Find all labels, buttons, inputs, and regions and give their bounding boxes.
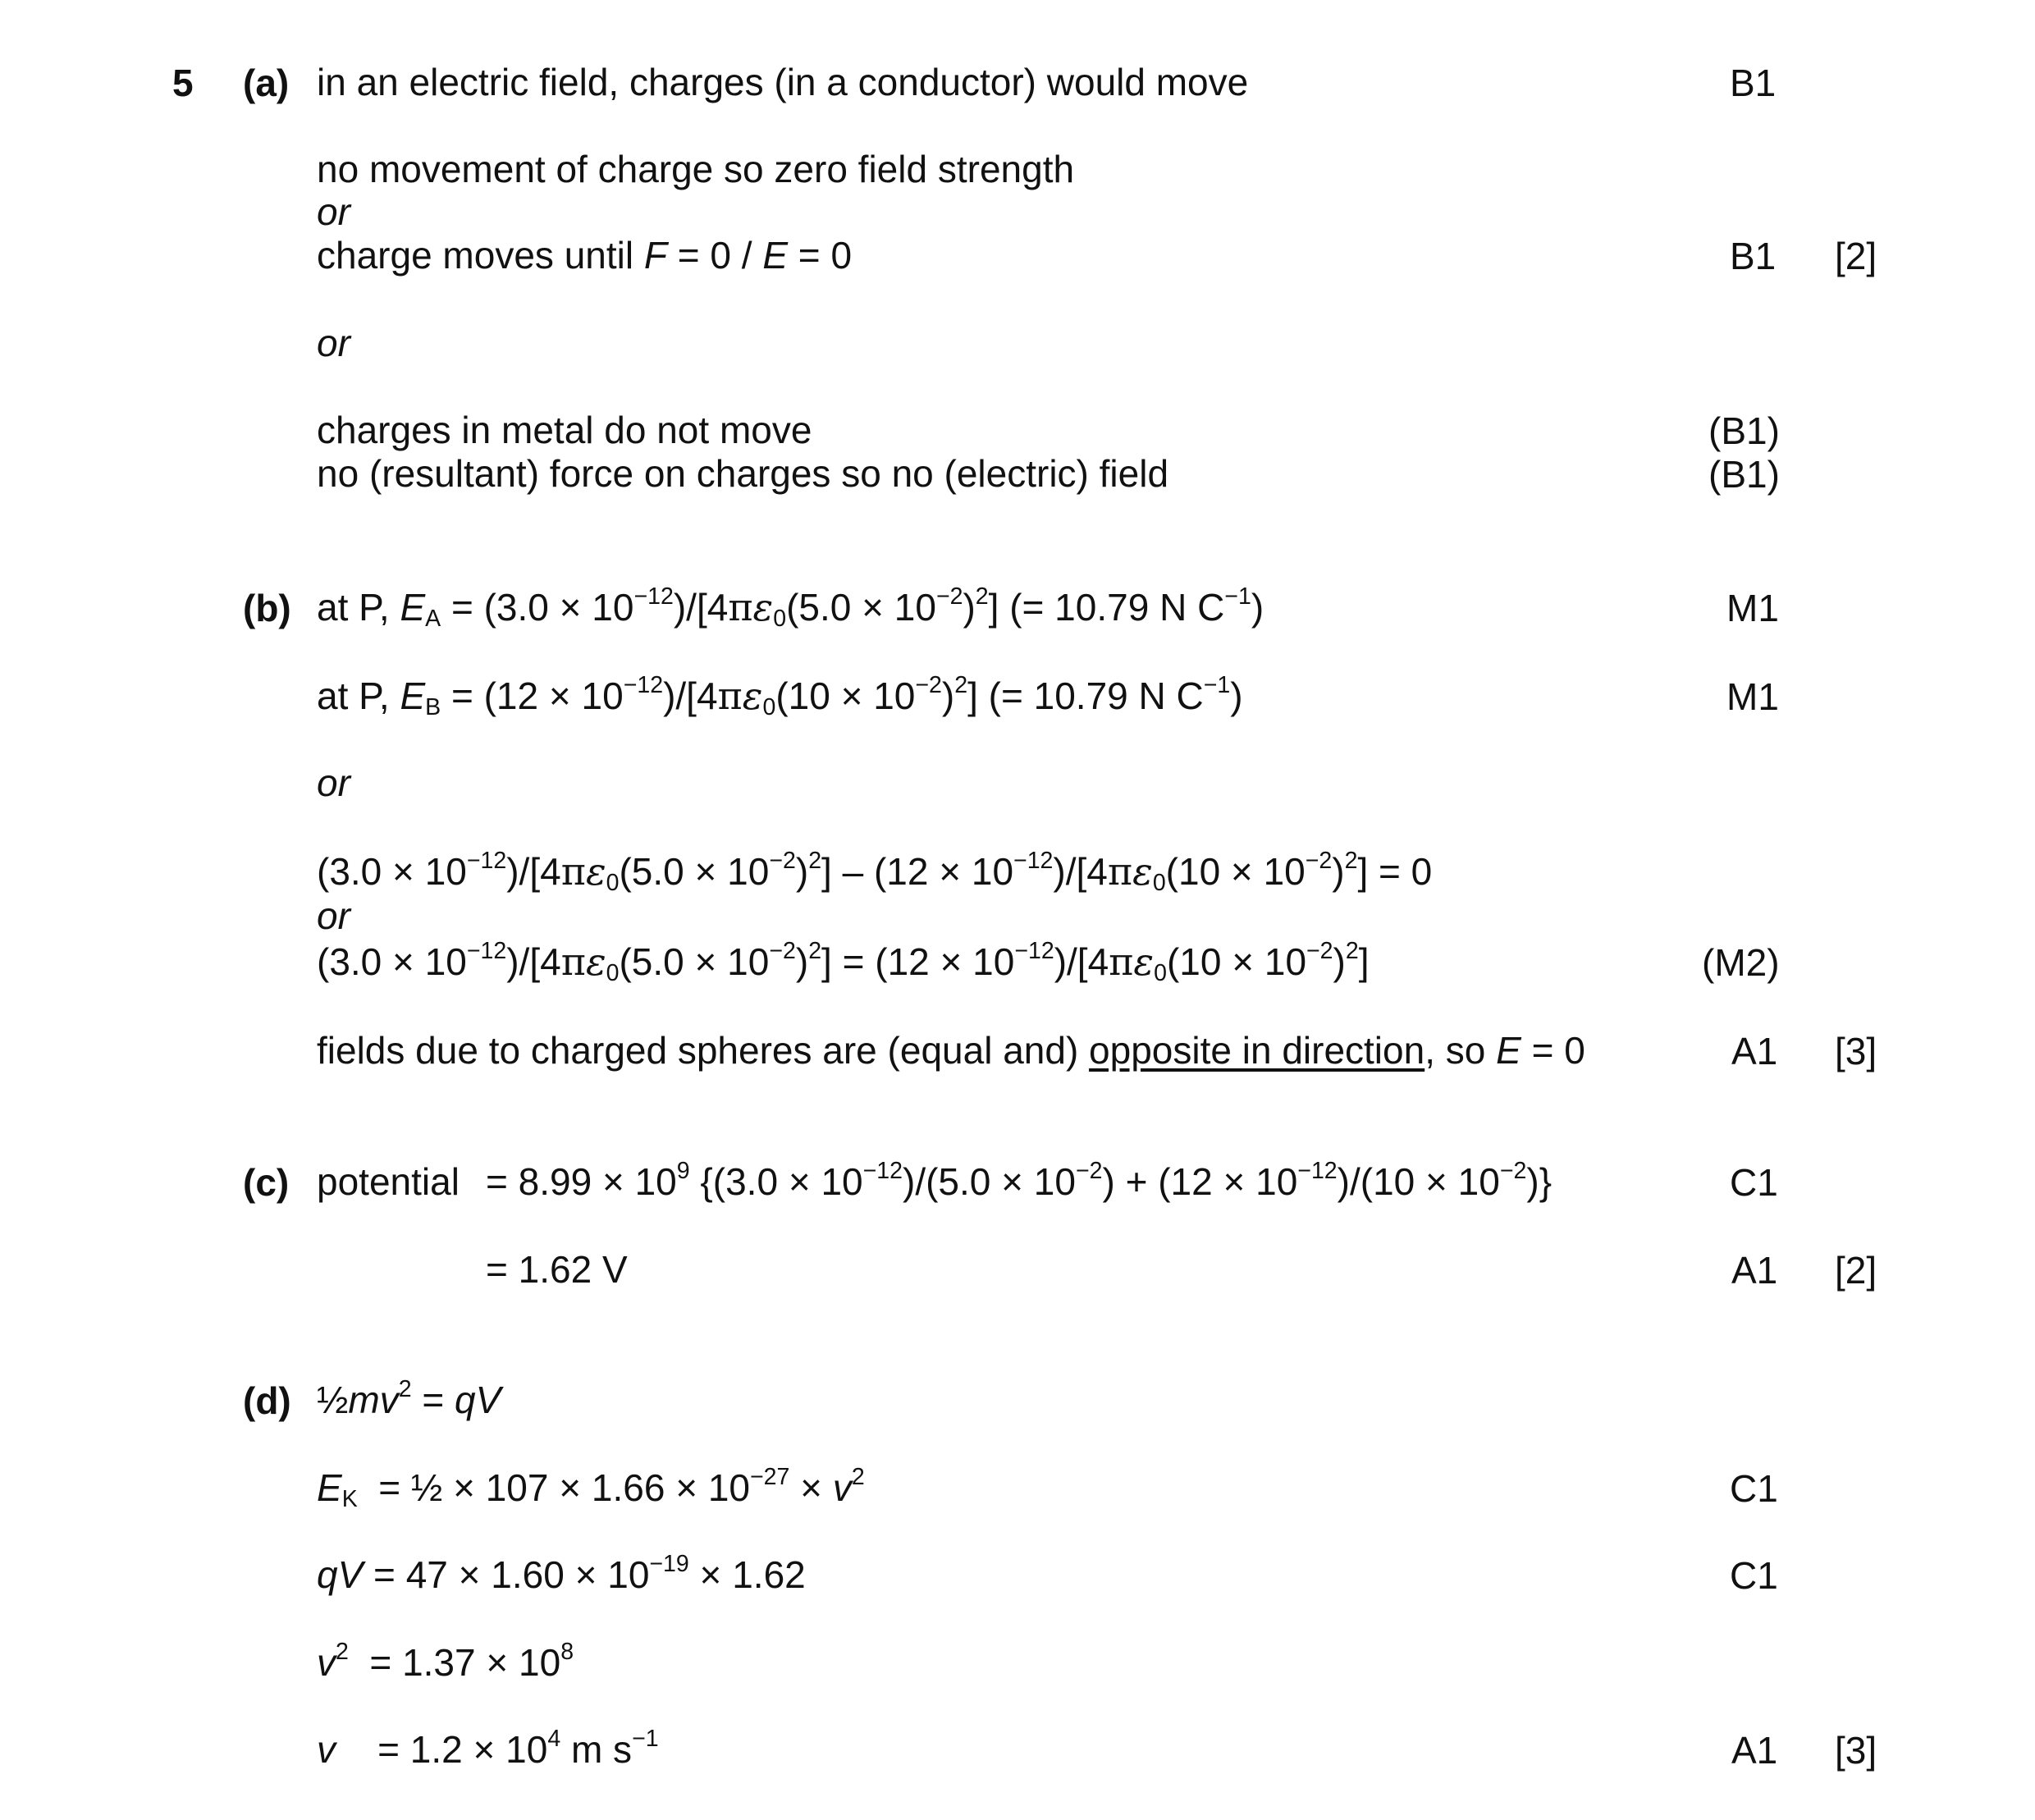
part-a-line2: no movement of charge so zero field strength — [317, 148, 1075, 190]
part-b-final-mark: A1 — [1731, 1030, 1778, 1072]
part-a-label: (a) — [243, 62, 290, 104]
part-a-alt1-mark: (B1) — [1708, 409, 1780, 452]
part-c-word: potential — [317, 1160, 460, 1203]
part-b-final: fields due to charged spheres are (equal and) opposite in direction, so E = 0 — [317, 1029, 1585, 1072]
part-b-line1-mark: M1 — [1726, 587, 1779, 629]
part-d-ek-mark: C1 — [1730, 1467, 1778, 1510]
part-a-total: [2] — [1835, 235, 1877, 277]
part-a-or2: or — [317, 322, 350, 364]
part-b-line1: at P, $E_A = (3.0 \times 10^{-12})/[4\pi\varepsilon_0(5.0 \times 10^{-2})^2]$ (= 10.79 N $C^{-1}$) — [317, 583, 1264, 633]
part-d-total: [3] — [1835, 1729, 1877, 1772]
part-d-v: v = $1.2 \times 10^4$ m $s^{-1}$ — [317, 1726, 659, 1771]
part-b-line2: at P, $E_B = (12 \times 10^{-12})/[4\pi\varepsilon_0(10 \times 10^{-2})^2]$ (= 10.79 N $C^{-1}$) — [317, 672, 1243, 721]
part-c-line1-mark: C1 — [1730, 1161, 1778, 1204]
part-b-equation-diff: $(3.0 \times 10^{-12})/[4\pi\varepsilon_0(5.0 \times 10^{-2})^2] - (12 \times 10^{-12})/[4\pi\varepsilon_0(10 \times 10^{-2})^2] = 0$ — [317, 848, 1433, 897]
part-c-line1: = $8.99 \times 10^9$ $\{(3.0 \times 10^{-12})/(5.0 \times 10^{-2}) + (12 \times 10^{-12})/(10 \times 10^{-2})\}$ — [486, 1158, 1553, 1203]
part-b-line2-mark: M1 — [1726, 675, 1779, 718]
part-a-or1: or — [317, 190, 350, 233]
part-a-line3: charge moves until F = 0 / E = 0 — [317, 234, 853, 277]
part-c-label: (c) — [243, 1161, 290, 1204]
part-d-v-mark: A1 — [1731, 1729, 1778, 1772]
part-d-ek: $E_K$ = ½ × $107 \times 1.66 \times 10^{-27} \times v^2$ — [317, 1464, 865, 1513]
part-b-label: (b) — [243, 587, 291, 629]
part-b-total: [3] — [1835, 1030, 1877, 1072]
part-c-result-mark: A1 — [1731, 1249, 1778, 1292]
part-d-v-squared: $v^2 = 1.37 \times 10^8$ — [317, 1639, 574, 1684]
part-d-qv: qV = $47 \times 1.60 \times 10^{-19} \times 1.62$ — [317, 1551, 806, 1596]
part-d-line1: $\frac{1}{2}mv^2$ = qV — [317, 1376, 501, 1421]
part-c-total: [2] — [1835, 1249, 1877, 1292]
part-b-equation-equal: $(3.0 \times 10^{-12})/[4\pi\varepsilon_0(5.0 \times 10^{-2})^2] = (12 \times 10^{-12})/[4\pi\varepsilon_0(10 \times 10^{-2})^2]$ — [317, 938, 1370, 987]
part-a-line1-mark: B1 — [1730, 62, 1777, 104]
part-b-or2: or — [317, 894, 350, 937]
part-a-alt2-mark: (B1) — [1708, 453, 1780, 496]
part-c-result: = 1.62 V — [486, 1248, 628, 1291]
part-a-alt1: charges in metal do not move — [317, 409, 812, 451]
part-a-line1: in an electric field, charges (in a conductor) would move — [317, 61, 1249, 103]
question-number: 5 — [172, 62, 194, 104]
part-d-qv-mark: C1 — [1730, 1554, 1778, 1597]
part-a-line3-mark: B1 — [1730, 235, 1777, 277]
part-a-alt2: no (resultant) force on charges so no (electric) field — [317, 452, 1169, 495]
part-b-equation-mark: (M2) — [1702, 941, 1780, 984]
part-b-or1: or — [317, 761, 350, 804]
part-d-label: (d) — [243, 1379, 291, 1422]
